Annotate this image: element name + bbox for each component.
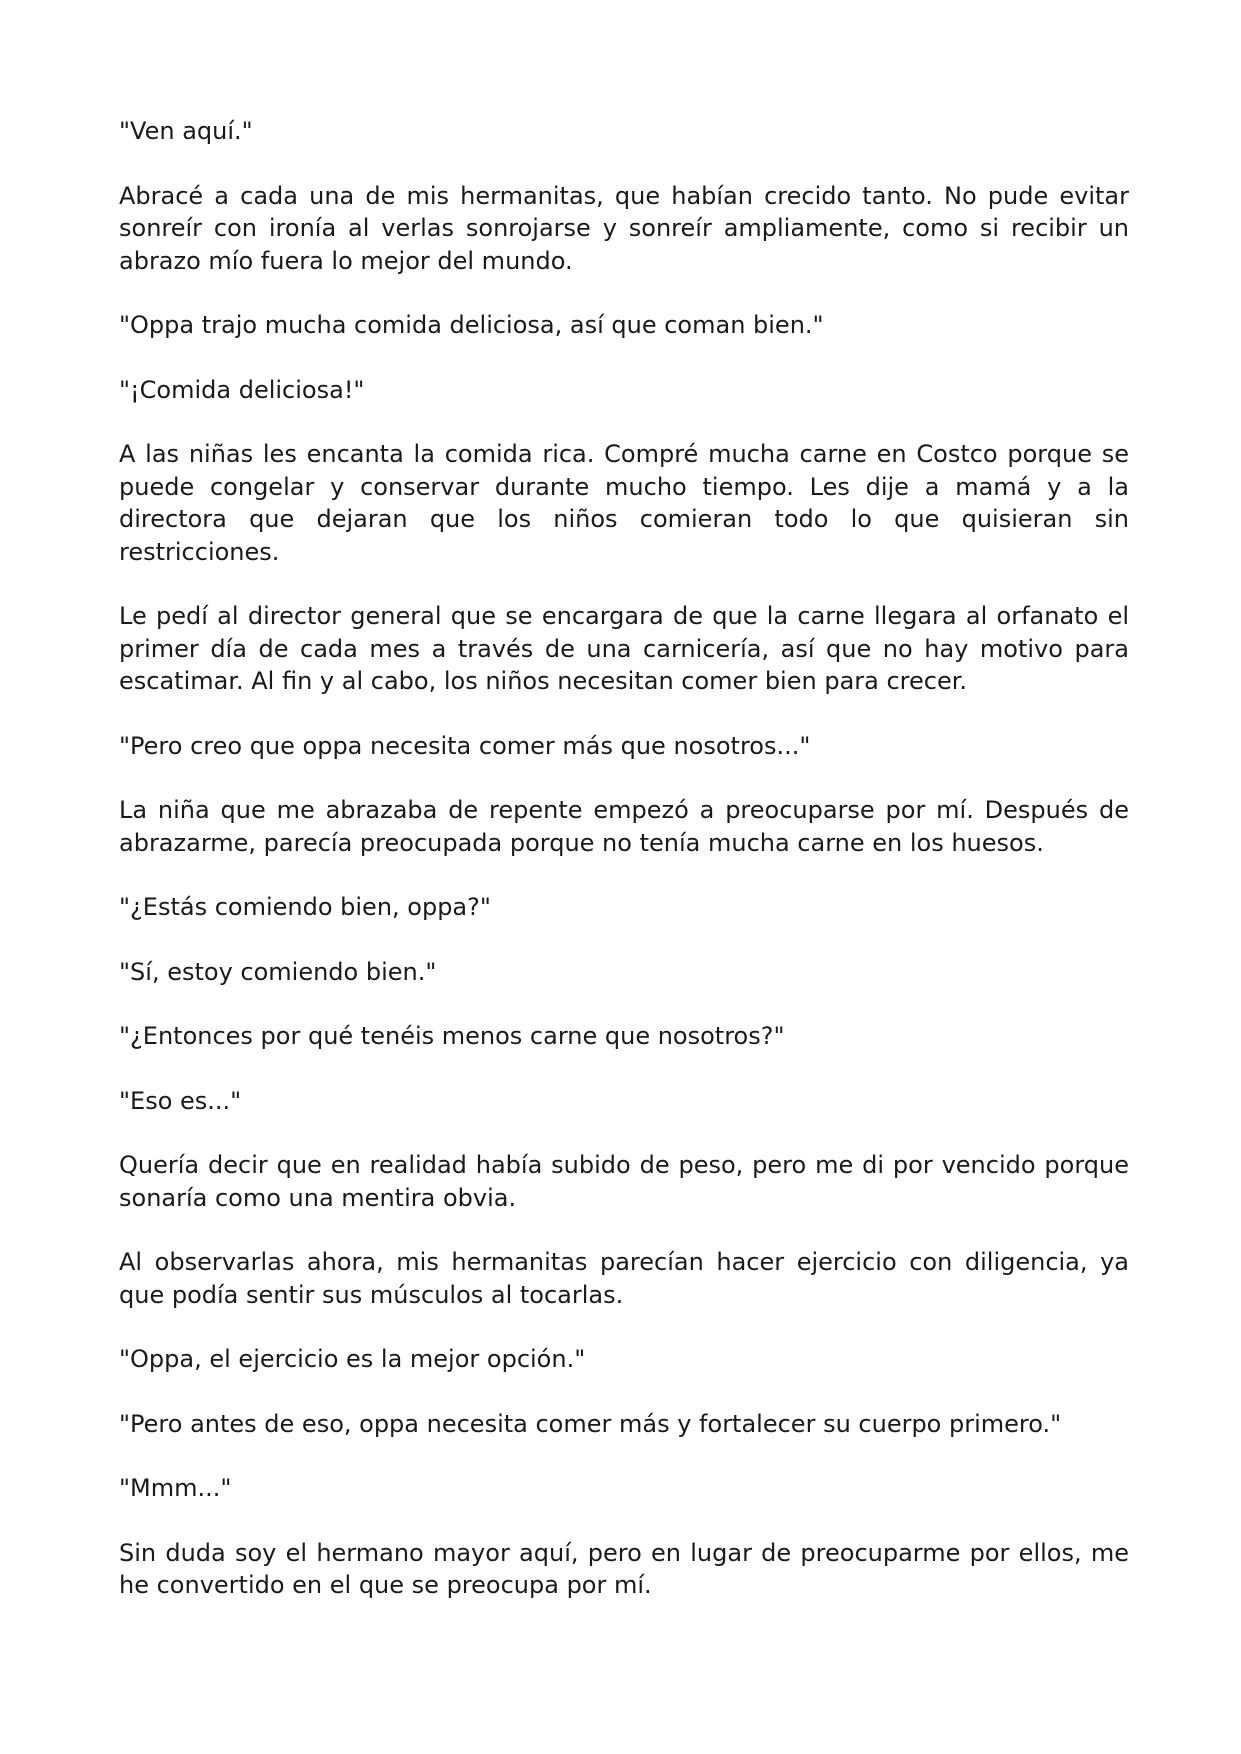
paragraph: Al observarlas ahora, mis hermanitas parecían hacer ejercicio con diligencia, ya que podía sentir sus músculos al tocarlas. [119,1248,1129,1309]
paragraph: "Sí, estoy comiendo bien." [119,957,437,986]
paragraph: "Oppa, el ejercicio es la mejor opción." [119,1345,586,1373]
paragraph: "Ven aquí." [119,117,253,145]
paragraph: "¿Entonces por qué tenéis menos carne que nosotros?" [119,1022,785,1050]
paragraph: "Pero creo que oppa necesita comer más que nosotros..." [119,731,811,760]
paragraph: "¿Estás comiendo bien, oppa?" [119,893,491,921]
paragraph: Abracé a cada una de mis hermanitas, que habían crecido tanto. No pude evitar sonreír con ironía al verlas sonrojarse y sonreír ampliamente, como si recibir un abrazo mío fuera lo mejor del mundo. [119,181,1129,275]
paragraph: Quería decir que en realidad había subido de peso, pero me di por vencido porque sonaría como una mentira obvia. [119,1151,1129,1212]
paragraph: "¡Comida deliciosa!" [119,375,365,404]
paragraph: "Mmm..." [119,1474,232,1502]
document-body [119,115,1129,1634]
paragraph: "Oppa trajo mucha comida deliciosa, así que coman bien." [119,311,824,339]
paragraph: A las niñas les encanta la comida rica. Compré mucha carne en Costco porque se puede congelar y conservar durante mucho tiempo. Les dije a mamá y a la directora que dejaran que los niños comieran todo lo que quisieran sin restricciones. [119,440,1129,566]
paragraph: "Eso es..." [119,1086,242,1115]
paragraph: "Pero antes de eso, oppa necesita comer más y fortalecer su cuerpo primero." [119,1409,1062,1438]
paragraph: La niña que me abrazaba de repente empezó a preocuparse por mí. Después de abrazarme, parecía preocupada porque no tenía mucha carne en los huesos. [119,796,1129,857]
paragraph: Le pedí al director general que se encargara de que la carne llegara al orfanato el primer día de cada mes a través de una carnicería, así que no hay motivo para escatimar. Al fin y al cabo, los niños necesitan comer bien para crecer. [119,602,1129,695]
paragraph: Sin duda soy el hermano mayor aquí, pero en lugar de preocuparme por ellos, me he convertido en el que se preocupa por mí. [119,1538,1129,1599]
